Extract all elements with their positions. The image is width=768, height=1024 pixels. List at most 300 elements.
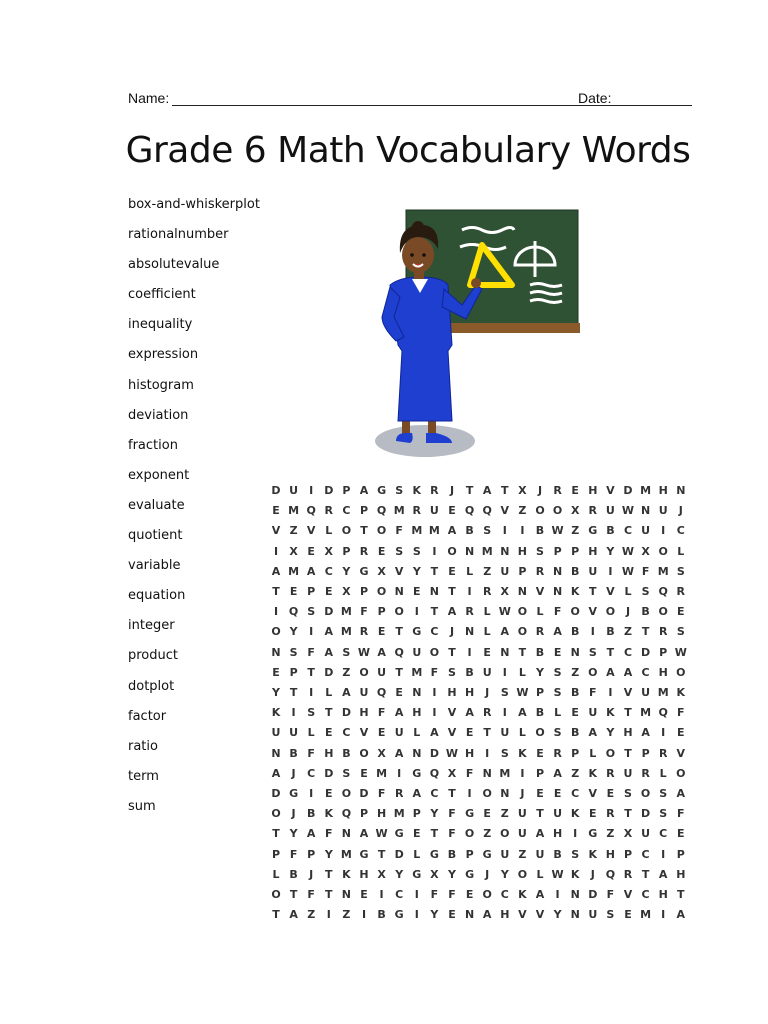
word-list-item: histogram [128, 377, 194, 393]
grid-letter: L [413, 726, 421, 740]
grid-letter: I [309, 625, 314, 639]
grid-letter: Q [429, 766, 440, 780]
grid-letter: I [414, 908, 419, 922]
teacher-hand [471, 278, 481, 288]
grid-letter: O [676, 766, 686, 780]
grid-letter: H [447, 686, 457, 699]
grid-letter: U [359, 686, 369, 699]
word-list-item: quotient [128, 528, 183, 544]
grid-letter: M [657, 564, 669, 578]
grid-letter: P [412, 807, 421, 821]
grid-letter: F [677, 807, 685, 821]
grid-letter: W [445, 746, 459, 760]
grid-letter: S [500, 686, 509, 699]
grid-letter: A [676, 787, 686, 800]
grid-letter: X [377, 867, 386, 881]
word-list-item: integer [128, 618, 175, 634]
grid-row [270, 888, 694, 903]
grid-letter: X [377, 746, 386, 760]
grid-letter: W [621, 504, 635, 518]
grid-letter: E [377, 726, 386, 740]
grid-letter: U [500, 847, 510, 861]
word-list-item: ratio [128, 738, 158, 754]
grid-letter: Y [606, 726, 615, 740]
grid-letter: H [658, 888, 668, 901]
grid-letter: V [588, 787, 598, 800]
grid-letter: C [641, 888, 650, 901]
grid-letter: C [342, 504, 351, 518]
grid-letter: P [571, 746, 580, 760]
grid-letter: G [412, 867, 422, 881]
grid-letter: A [289, 908, 298, 922]
grid-letter: H [658, 665, 668, 679]
grid-row [270, 585, 694, 600]
grid-letter: J [291, 766, 296, 780]
grid-letter: E [677, 726, 685, 740]
grid-letter: O [676, 665, 686, 679]
grid-letter: M [499, 766, 511, 780]
grid-letter: E [465, 726, 474, 740]
grid-letter: T [589, 585, 597, 598]
grid-letter: C [500, 888, 509, 901]
grid-letter: D [359, 787, 369, 800]
grid-letter: B [570, 686, 580, 699]
word-list-item: evaluate [128, 497, 185, 513]
grid-letter: X [430, 867, 439, 881]
grid-letter: Y [289, 625, 298, 639]
grid-letter: I [432, 686, 437, 699]
grid-letter: E [624, 908, 632, 922]
grid-letter: I [467, 585, 472, 598]
grid-row [270, 868, 694, 883]
grid-letter: O [535, 504, 545, 518]
grid-letter: A [482, 484, 492, 497]
grid-row [270, 565, 694, 580]
grid-letter: B [447, 847, 457, 861]
grid-letter: P [289, 665, 298, 679]
grid-letter: X [641, 544, 650, 558]
grid-letter: V [394, 564, 404, 578]
grid-letter: I [467, 645, 472, 659]
grid-letter: B [553, 847, 562, 861]
grid-letter: D [324, 605, 334, 619]
grid-letter: I [661, 726, 666, 740]
grid-letter: M [428, 524, 440, 538]
grid-letter: O [359, 746, 369, 760]
grid-letter: G [465, 807, 475, 821]
grid-row [270, 524, 694, 539]
grid-letter: T [677, 888, 685, 901]
grid-letter: I [326, 908, 331, 922]
grid-letter: S [641, 585, 650, 598]
grid-letter: C [430, 787, 439, 800]
grid-letter: A [676, 908, 686, 922]
grid-letter: X [447, 766, 457, 780]
grid-letter: I [608, 564, 613, 578]
grid-letter: K [676, 686, 686, 699]
grid-letter: V [623, 888, 633, 901]
grid-letter: N [464, 908, 475, 922]
grid-letter: V [535, 585, 545, 598]
grid-letter: O [588, 665, 598, 679]
grid-letter: D [588, 888, 598, 901]
grid-letter: J [590, 867, 595, 881]
grid-letter: B [465, 665, 474, 679]
grid-letter: T [641, 625, 650, 639]
grid-letter: E [571, 484, 579, 497]
grid-letter: F [430, 665, 439, 679]
grid-letter: F [360, 605, 368, 619]
grid-row [270, 827, 694, 842]
grid-letter: N [570, 645, 580, 659]
grid-letter: R [359, 625, 369, 639]
grid-letter: U [641, 524, 651, 538]
grid-letter: R [606, 766, 615, 780]
grid-letter: N [570, 908, 580, 922]
grid-letter: U [377, 665, 387, 679]
grid-letter: Q [376, 686, 387, 699]
grid-letter: T [395, 625, 403, 639]
grid-letter: A [324, 625, 334, 639]
grid-letter: I [520, 524, 525, 538]
grid-letter: B [535, 706, 545, 720]
grid-letter: I [414, 888, 419, 901]
grid-letter: G [359, 847, 369, 861]
grid-letter: T [536, 807, 544, 821]
grid-letter: S [659, 787, 668, 800]
grid-letter: K [570, 585, 580, 598]
grid-letter: W [551, 867, 564, 881]
grid-letter: E [413, 827, 421, 841]
grid-letter: D [324, 766, 334, 780]
grid-letter: R [324, 504, 334, 518]
grid-row [270, 726, 694, 741]
grid-letter: V [447, 706, 457, 720]
grid-letter: F [430, 888, 439, 901]
grid-letter: N [341, 888, 351, 901]
grid-row [270, 625, 694, 640]
grid-letter: M [376, 766, 388, 780]
grid-letter: N [552, 564, 563, 578]
grid-letter: F [395, 524, 403, 538]
grid-letter: H [517, 544, 527, 558]
grid-letter: H [605, 847, 615, 861]
grid-letter: A [535, 888, 545, 901]
grid-letter: A [342, 686, 351, 699]
grid-letter: P [571, 544, 580, 558]
grid-letter: B [535, 524, 545, 538]
grid-letter: S [412, 544, 421, 558]
grid-letter: W [674, 645, 687, 659]
grid-letter: I [273, 544, 279, 558]
grid-letter: K [518, 746, 527, 760]
grid-letter: M [481, 544, 493, 558]
grid-letter: V [271, 524, 281, 538]
grid-letter: J [520, 787, 525, 800]
grid-letter: T [307, 665, 315, 679]
grid-letter: L [483, 625, 491, 639]
grid-letter: K [570, 867, 580, 881]
grid-letter: F [465, 766, 474, 780]
grid-letter: E [589, 807, 597, 821]
grid-letter: I [467, 787, 472, 800]
word-list-item: dotplot [128, 678, 175, 694]
grid-letter: K [342, 867, 351, 881]
grid-letter: U [289, 484, 299, 497]
grid-letter: M [340, 605, 352, 619]
grid-letter: A [588, 726, 598, 740]
grid-letter: L [413, 847, 421, 861]
grid-letter: N [500, 787, 510, 800]
grid-letter: T [395, 665, 403, 679]
grid-letter: R [588, 504, 598, 518]
grid-letter: M [657, 686, 669, 699]
grid-letter: V [606, 484, 615, 497]
grid-letter: J [449, 625, 455, 639]
word-list-item: box-and-whiskerplot [128, 197, 260, 212]
grid-letter: R [553, 484, 562, 497]
grid-letter: H [324, 746, 334, 760]
grid-letter: H [676, 867, 686, 881]
grid-letter: Z [500, 807, 509, 821]
page-title: Grade 6 Math Vocabulary Words [125, 130, 691, 171]
grid-letter: F [307, 888, 315, 901]
word-list-item: sum [128, 798, 156, 814]
grid-letter: H [412, 706, 422, 720]
grid-letter: E [307, 544, 315, 558]
word-search-grid [270, 484, 694, 930]
grid-letter: Z [571, 665, 580, 679]
grid-letter: T [624, 807, 632, 821]
grid-letter: O [552, 504, 563, 518]
grid-letter: F [641, 564, 650, 578]
grid-letter: Z [624, 625, 632, 639]
grid-letter: U [588, 908, 598, 922]
grid-letter: N [271, 645, 281, 659]
grid-letter: O [658, 605, 668, 619]
grid-letter: R [641, 766, 650, 780]
grid-letter: Q [341, 807, 352, 821]
grid-letter: L [536, 605, 544, 619]
grid-letter: L [272, 867, 280, 881]
grid-letter: O [394, 605, 404, 619]
grid-letter: Y [553, 908, 562, 922]
grid-letter: C [342, 726, 351, 740]
grid-letter: Y [324, 847, 333, 861]
grid-letter: S [571, 847, 580, 861]
grid-letter: E [553, 787, 562, 800]
grid-letter: C [571, 787, 580, 800]
grid-letter: P [307, 847, 316, 861]
grid-letter: S [553, 686, 562, 699]
grid-letter: B [606, 524, 615, 538]
grid-letter: B [289, 746, 298, 760]
grid-letter: P [641, 746, 650, 760]
grid-letter: J [485, 686, 490, 699]
grid-letter: E [360, 888, 368, 901]
grid-letter: A [447, 605, 457, 619]
grid-letter: V [623, 686, 633, 699]
grid-letter: W [621, 544, 635, 558]
grid-letter: E [395, 686, 403, 699]
grid-letter: T [272, 908, 280, 922]
grid-row [270, 646, 694, 661]
grid-letter: F [307, 746, 315, 760]
grid-letter: Z [483, 564, 492, 578]
grid-letter: R [535, 564, 545, 578]
grid-letter: X [342, 585, 351, 598]
grid-letter: U [605, 504, 615, 518]
grid-letter: N [412, 686, 422, 699]
grid-letter: M [393, 504, 405, 518]
teacher-mouth [413, 264, 423, 267]
name-label: Name: [128, 90, 170, 106]
grid-letter: U [623, 766, 633, 780]
grid-letter: V [518, 908, 527, 922]
grid-letter: I [590, 625, 595, 639]
grid-letter: F [677, 706, 685, 720]
grid-letter: B [377, 908, 386, 922]
grid-letter: U [394, 726, 404, 740]
grid-letter: J [537, 484, 543, 497]
grid-letter: H [376, 807, 387, 821]
grid-letter: Y [536, 665, 544, 679]
grid-letter: V [500, 504, 510, 518]
teacher-eye [410, 253, 414, 257]
grid-letter: N [464, 544, 475, 558]
grid-letter: S [536, 544, 544, 558]
grid-letter: U [553, 807, 563, 821]
grid-letter: G [588, 827, 598, 841]
grid-letter: A [465, 706, 474, 720]
grid-letter: K [570, 807, 580, 821]
grid-letter: P [342, 544, 351, 558]
grid-letter: O [271, 888, 281, 901]
grid-letter: Q [658, 585, 668, 598]
grid-letter: U [588, 564, 598, 578]
grid-letter: T [430, 605, 439, 619]
grid-letter: M [393, 807, 405, 821]
grid-letter: C [676, 524, 685, 538]
grid-letter: J [291, 807, 296, 821]
grid-letter: L [518, 665, 526, 679]
teacher-head [402, 237, 434, 273]
date-field[interactable] [616, 105, 668, 106]
word-list-item: variable [128, 558, 181, 574]
grid-letter: I [520, 766, 525, 780]
header [128, 90, 668, 112]
grid-row [270, 605, 694, 620]
grid-letter: E [536, 746, 544, 760]
grid-letter: E [325, 726, 333, 740]
name-field[interactable] [172, 105, 692, 106]
date-label: Date: [578, 90, 612, 106]
grid-letter: T [289, 888, 298, 901]
grid-letter: N [412, 746, 422, 760]
grid-letter: I [661, 524, 666, 538]
grid-letter: X [289, 544, 298, 558]
grid-letter: C [623, 645, 633, 659]
grid-letter: A [641, 726, 650, 740]
grid-letter: Z [289, 524, 298, 538]
grid-letter: E [483, 807, 491, 821]
grid-letter: N [500, 645, 510, 659]
grid-letter: E [677, 827, 685, 841]
grid-letter: O [341, 524, 352, 538]
grid-letter: Z [571, 524, 580, 538]
grid-letter: I [555, 888, 560, 901]
grid-letter: I [291, 706, 296, 720]
grid-letter: L [589, 746, 597, 760]
grid-letter: B [289, 867, 298, 881]
grid-letter: J [449, 484, 455, 497]
grid-letter: P [359, 585, 369, 598]
grid-letter: I [309, 686, 314, 699]
grid-letter: T [624, 706, 632, 720]
grid-letter: P [518, 564, 527, 578]
grid-letter: P [659, 645, 668, 659]
grid-letter: K [518, 888, 527, 901]
grid-letter: V [588, 605, 598, 619]
grid-row [270, 807, 694, 822]
grid-letter: O [482, 787, 492, 800]
grid-letter: E [272, 665, 280, 679]
grid-letter: O [429, 645, 440, 659]
grid-letter: W [357, 645, 371, 659]
grid-letter: A [271, 564, 281, 578]
grid-letter: H [658, 484, 668, 497]
grid-letter: T [518, 645, 527, 659]
grid-letter: I [485, 746, 490, 760]
grid-letter: T [501, 484, 509, 497]
grid-letter: O [482, 888, 492, 901]
grid-letter: L [624, 585, 632, 598]
grid-letter: Q [376, 504, 387, 518]
grid-letter: V [447, 726, 457, 740]
grid-letter: W [551, 524, 564, 538]
grid-letter: C [659, 827, 668, 841]
grid-letter: B [606, 625, 615, 639]
grid-letter: I [608, 686, 613, 699]
grid-row [270, 484, 694, 499]
grid-letter: T [325, 706, 333, 720]
grid-letter: E [413, 585, 421, 598]
grid-letter: X [518, 484, 527, 497]
grid-letter: N [500, 544, 510, 558]
grid-letter: A [359, 827, 369, 841]
grid-letter: T [641, 867, 650, 881]
grid-letter: Q [306, 504, 316, 518]
grid-letter: D [394, 847, 404, 861]
grid-letter: O [517, 625, 528, 639]
grid-letter: F [325, 827, 333, 841]
grid-letter: U [500, 726, 510, 740]
grid-letter: W [375, 827, 388, 841]
grid-letter: U [412, 645, 422, 659]
grid-letter: O [570, 605, 580, 619]
grid-letter: P [307, 585, 316, 598]
grid-letter: L [554, 706, 562, 720]
grid-row [270, 848, 694, 863]
grid-letter: T [448, 585, 456, 598]
grid-letter: U [429, 504, 439, 518]
grid-letter: L [536, 867, 544, 881]
grid-letter: Y [500, 867, 509, 881]
grid-letter: E [553, 645, 562, 659]
grid-letter: Q [658, 706, 668, 720]
grid-letter: U [588, 706, 598, 720]
grid-letter: V [606, 585, 615, 598]
